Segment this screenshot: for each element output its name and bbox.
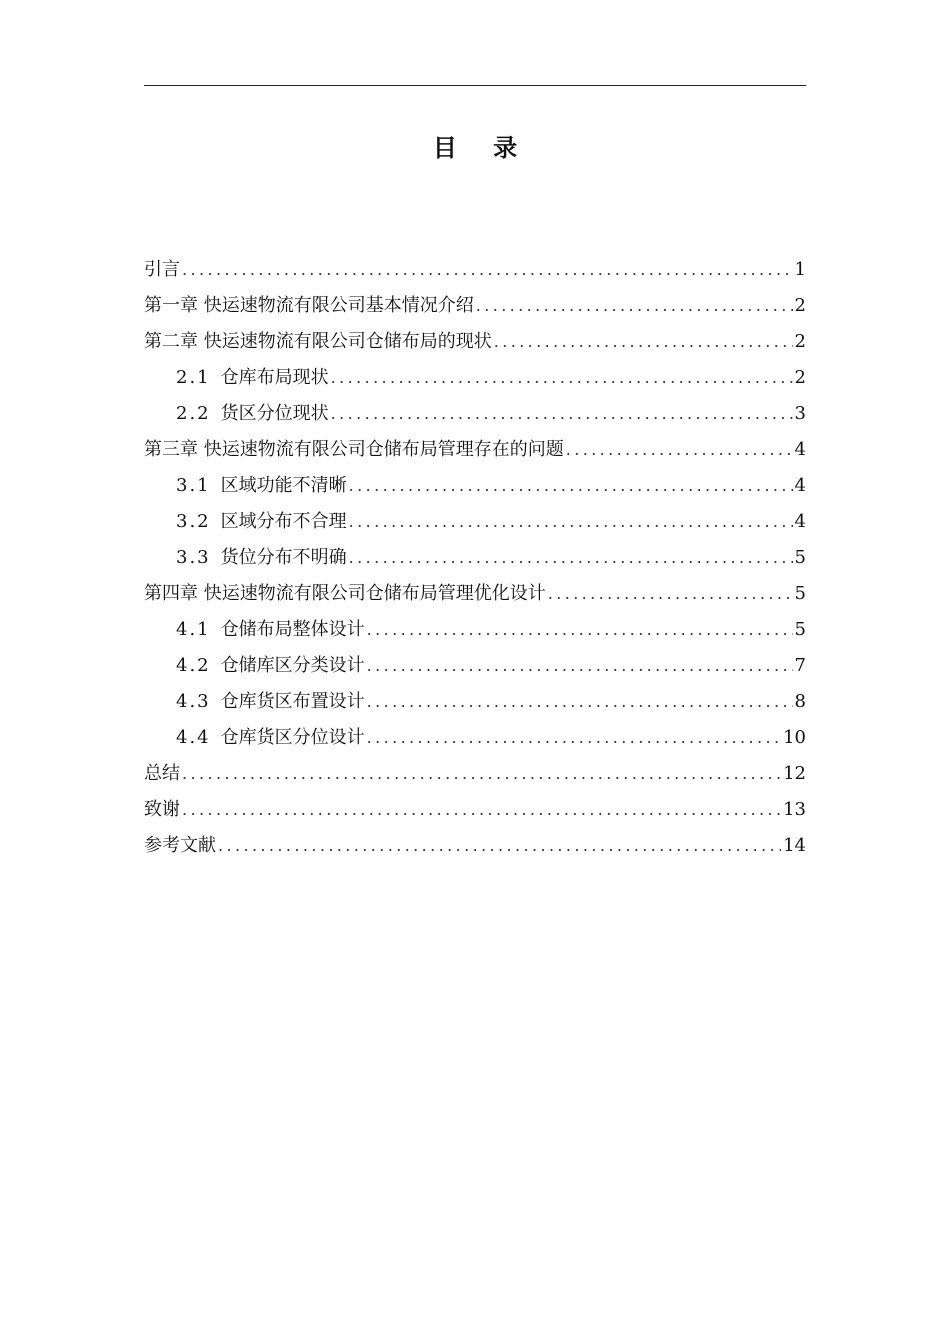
toc-title: 目 录 bbox=[432, 134, 532, 162]
toc-entry-page-number: 3 bbox=[794, 403, 806, 424]
toc-entry-label bbox=[144, 432, 564, 468]
toc-dot-leader bbox=[218, 828, 781, 864]
toc-entry[interactable] bbox=[144, 612, 806, 648]
toc-entry-number: 2.1 bbox=[176, 367, 211, 388]
toc-entry-label bbox=[176, 504, 347, 540]
toc-entry-title: 货位分布不明确 bbox=[220, 547, 347, 568]
toc-entry-page-number: 8 bbox=[794, 691, 806, 712]
toc-entry-title: 第四章 快运速物流有限公司仓储布局管理优化设计 bbox=[144, 583, 546, 604]
toc-entry-title: 第三章 快运速物流有限公司仓储布局管理存在的问题 bbox=[144, 439, 564, 460]
toc-entry[interactable] bbox=[144, 684, 806, 720]
toc-entry-label bbox=[144, 828, 216, 864]
toc-entry[interactable] bbox=[144, 828, 806, 864]
toc-entry-page-number: 4 bbox=[794, 475, 806, 496]
toc-entry-page-number: 13 bbox=[783, 799, 806, 820]
toc-entry-number: 4.3 bbox=[176, 691, 211, 712]
toc-entry[interactable] bbox=[144, 324, 806, 360]
toc-entry[interactable] bbox=[144, 252, 806, 288]
toc-entry-label bbox=[176, 720, 365, 756]
toc-entry-number: 3.3 bbox=[176, 547, 211, 568]
toc-entry-label bbox=[176, 684, 365, 720]
toc-dot-leader bbox=[494, 324, 793, 360]
toc-entry-page-number: 2 bbox=[794, 367, 806, 388]
toc-entry-page-number: 2 bbox=[794, 295, 806, 316]
toc-entry[interactable] bbox=[144, 468, 806, 504]
toc-entry[interactable] bbox=[144, 648, 806, 684]
toc-entry-number: 4.2 bbox=[176, 655, 211, 676]
toc-entry-label bbox=[144, 324, 492, 360]
toc-dot-leader bbox=[331, 360, 793, 396]
toc-dot-leader bbox=[349, 504, 793, 540]
toc-entry-title: 总结 bbox=[144, 763, 180, 784]
toc-entry-label bbox=[176, 468, 347, 504]
toc-entry[interactable] bbox=[144, 396, 806, 432]
toc-entry[interactable] bbox=[144, 756, 806, 792]
toc-entry-number: 2.2 bbox=[176, 403, 211, 424]
toc-dot-leader bbox=[349, 468, 793, 504]
toc-entry-title: 区域分布不合理 bbox=[220, 511, 347, 532]
toc-entry-label bbox=[176, 396, 329, 432]
toc-entry-title: 参考文献 bbox=[144, 835, 216, 856]
toc-entry[interactable] bbox=[144, 576, 806, 612]
toc-entry[interactable] bbox=[144, 792, 806, 828]
toc-entry-number: 3.2 bbox=[176, 511, 211, 532]
toc-dot-leader bbox=[367, 612, 793, 648]
toc-entry-title: 仓储布局整体设计 bbox=[220, 619, 365, 640]
toc-entry-title: 区域功能不清晰 bbox=[220, 475, 347, 496]
toc-entry-label bbox=[176, 612, 365, 648]
toc-entry[interactable] bbox=[144, 540, 806, 576]
table-of-contents bbox=[144, 252, 806, 864]
toc-entry-label bbox=[176, 648, 365, 684]
toc-entry-page-number: 7 bbox=[794, 655, 806, 676]
toc-entry-page-number: 4 bbox=[794, 439, 806, 460]
toc-entry-title: 仓库货区布置设计 bbox=[220, 691, 365, 712]
toc-dot-leader bbox=[182, 792, 781, 828]
toc-entry-page-number: 10 bbox=[783, 727, 806, 748]
toc-dot-leader bbox=[566, 432, 793, 468]
toc-entry-page-number: 4 bbox=[794, 511, 806, 532]
toc-dot-leader bbox=[349, 540, 793, 576]
toc-entry-label bbox=[176, 360, 329, 396]
toc-entry-page-number: 5 bbox=[794, 619, 806, 640]
toc-entry-title: 第二章 快运速物流有限公司仓储布局的现状 bbox=[144, 331, 492, 352]
toc-entry[interactable] bbox=[144, 360, 806, 396]
toc-entry[interactable] bbox=[144, 432, 806, 468]
toc-entry-label bbox=[144, 756, 180, 792]
toc-dot-leader bbox=[548, 576, 793, 612]
toc-entry-page-number: 12 bbox=[783, 763, 806, 784]
toc-entry-label bbox=[144, 576, 546, 612]
toc-entry-page-number: 1 bbox=[794, 259, 806, 280]
toc-entry-number: 4.1 bbox=[176, 619, 211, 640]
toc-entry[interactable] bbox=[144, 288, 806, 324]
toc-dot-leader bbox=[476, 288, 793, 324]
toc-entry-page-number: 5 bbox=[794, 547, 806, 568]
toc-dot-leader bbox=[331, 396, 793, 432]
toc-dot-leader bbox=[182, 252, 793, 288]
toc-entry-label bbox=[144, 288, 474, 324]
toc-entry-page-number: 14 bbox=[783, 835, 806, 856]
toc-entry-title: 仓库货区分位设计 bbox=[220, 727, 365, 748]
toc-dot-leader bbox=[182, 756, 781, 792]
toc-dot-leader bbox=[367, 684, 793, 720]
toc-entry-label bbox=[144, 792, 180, 828]
toc-entry-title: 仓储库区分类设计 bbox=[220, 655, 365, 676]
toc-entry-title: 引言 bbox=[144, 259, 180, 280]
toc-entry-page-number: 2 bbox=[794, 331, 806, 352]
toc-entry-number: 4.4 bbox=[176, 727, 211, 748]
toc-entry-title: 仓库布局现状 bbox=[220, 367, 329, 388]
toc-entry-title: 货区分位现状 bbox=[220, 403, 329, 424]
toc-entry-title: 致谢 bbox=[144, 799, 180, 820]
toc-entry-number: 3.1 bbox=[176, 475, 211, 496]
toc-entry[interactable] bbox=[144, 504, 806, 540]
toc-entry-label bbox=[176, 540, 347, 576]
toc-entry-page-number: 5 bbox=[794, 583, 806, 604]
toc-entry[interactable] bbox=[144, 720, 806, 756]
toc-entry-label bbox=[144, 252, 180, 288]
header-rule bbox=[144, 85, 806, 86]
toc-entry-title: 第一章 快运速物流有限公司基本情况介绍 bbox=[144, 295, 474, 316]
toc-dot-leader bbox=[367, 720, 781, 756]
toc-dot-leader bbox=[367, 648, 793, 684]
